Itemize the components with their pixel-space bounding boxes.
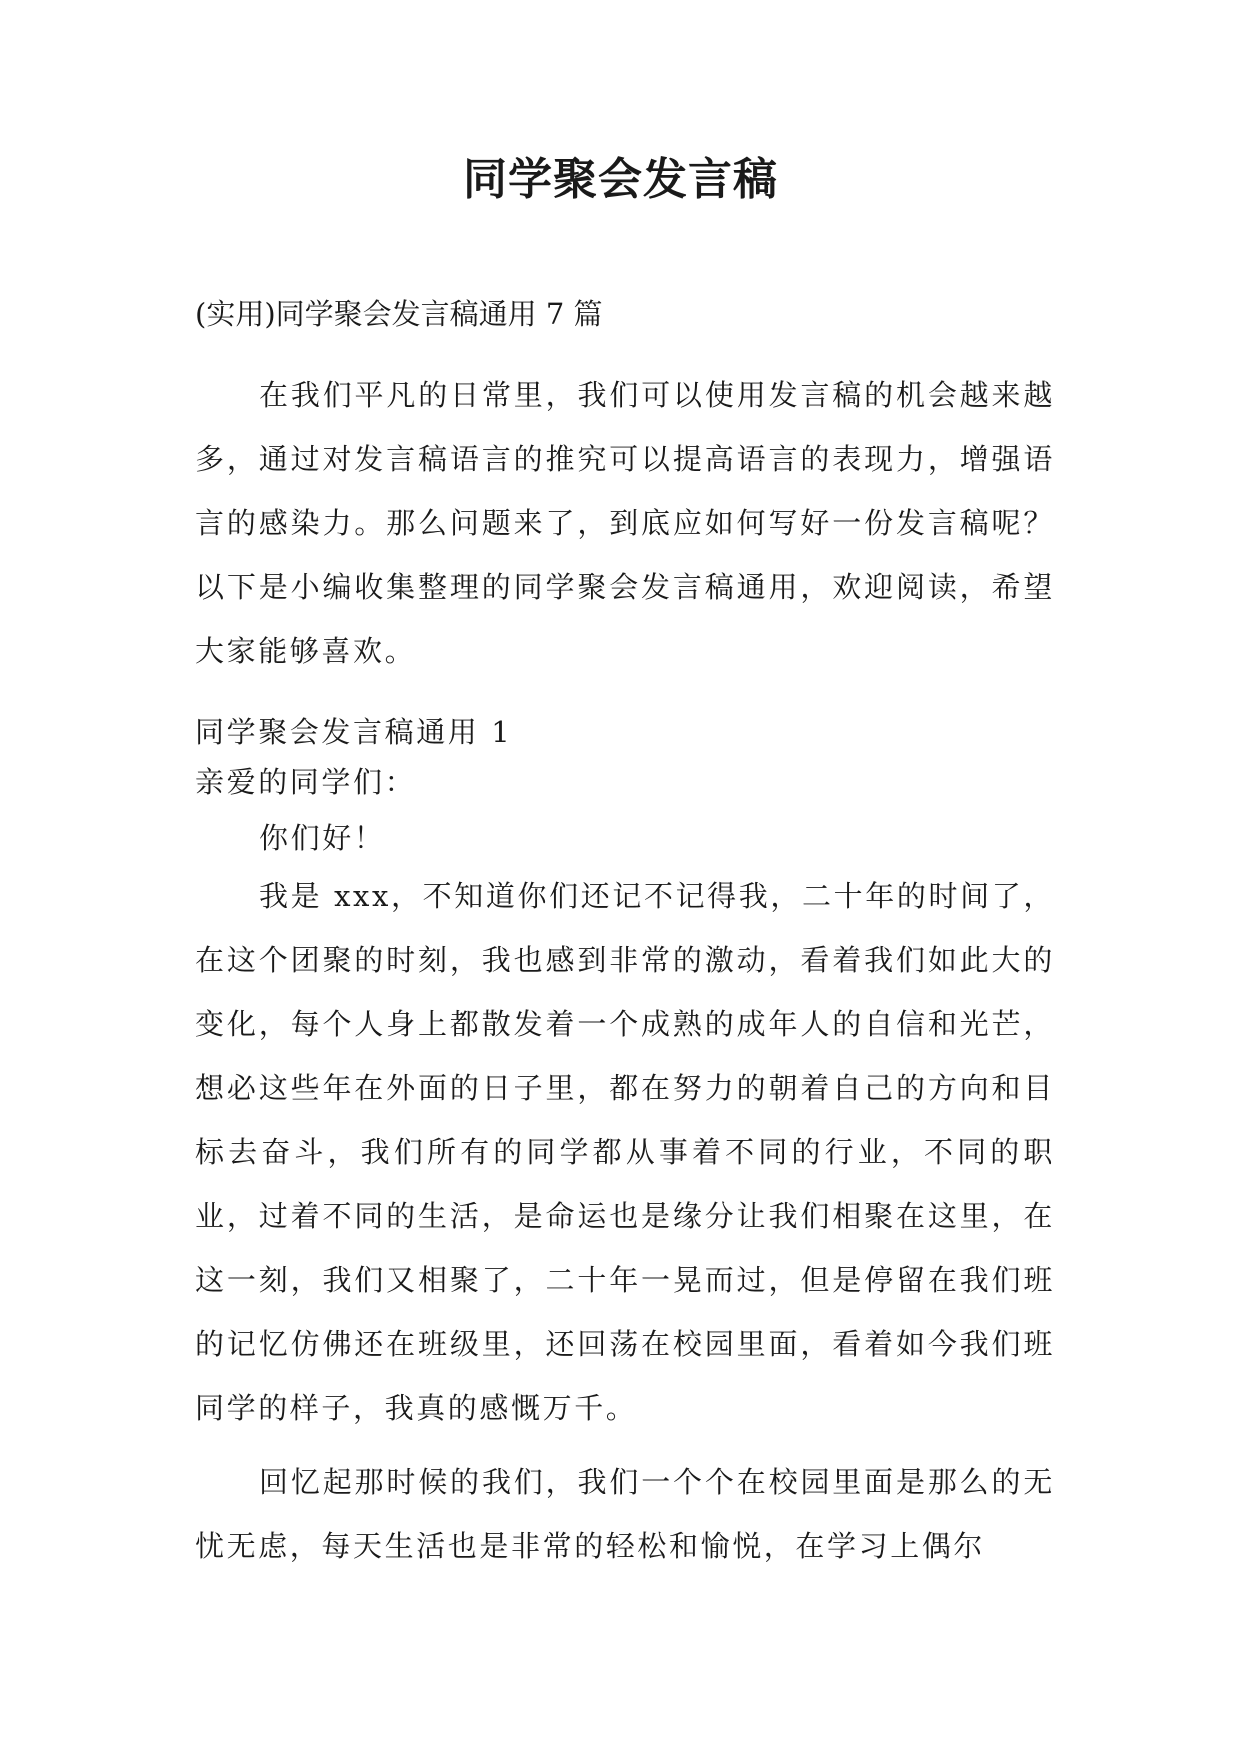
document-subtitle: (实用)同学聚会发言稿通用 7 篇 [195,297,603,331]
greeting: 你们好！ [259,821,386,855]
body-paragraph-1: 我是 xxx，不知道你们还记不记得我，二十年的时间了，在这个团聚的时刻，我也感到非常的激动，看着我们如此大的变化，每个人身上都散发着一个成熟的成年人的自信和光芒，想必这些年在外面的日子里，都在努力的朝着自己的方向和目标去奋斗，我们所有的同学都从事着不同的行业，不同的职业，过着不同的生活，是命运也是缘分让我们相聚在这里，在这一刻，我们又相聚了，二十年一晃而过，但是停留在我们班的记忆仿佛还在班级里，还回荡在校园里面，看着如今我们班同学的样子，我真的感慨万千。 [195,879,1055,1425]
intro-paragraph: 在我们平凡的日常里，我们可以使用发言稿的机会越来越多，通过对发言稿语言的推究可以提高语言的表现力，增强语言的感染力。那么问题来了，到底应如何写好一份发言稿呢？以下是小编收集整理的同学聚会发言稿通用，欢迎阅读，希望大家能够喜欢。 [195,378,1055,668]
salutation: 亲爱的同学们： [195,765,417,799]
document-title: 同学聚会发言稿 [463,154,778,205]
section-heading: 同学聚会发言稿通用 1 [195,715,513,749]
body-paragraph-2: 回忆起那时候的我们，我们一个个在校园里面是那么的无忧无虑，每天生活也是非常的轻松和愉悦，在学习上偶尔 [195,1465,1055,1563]
